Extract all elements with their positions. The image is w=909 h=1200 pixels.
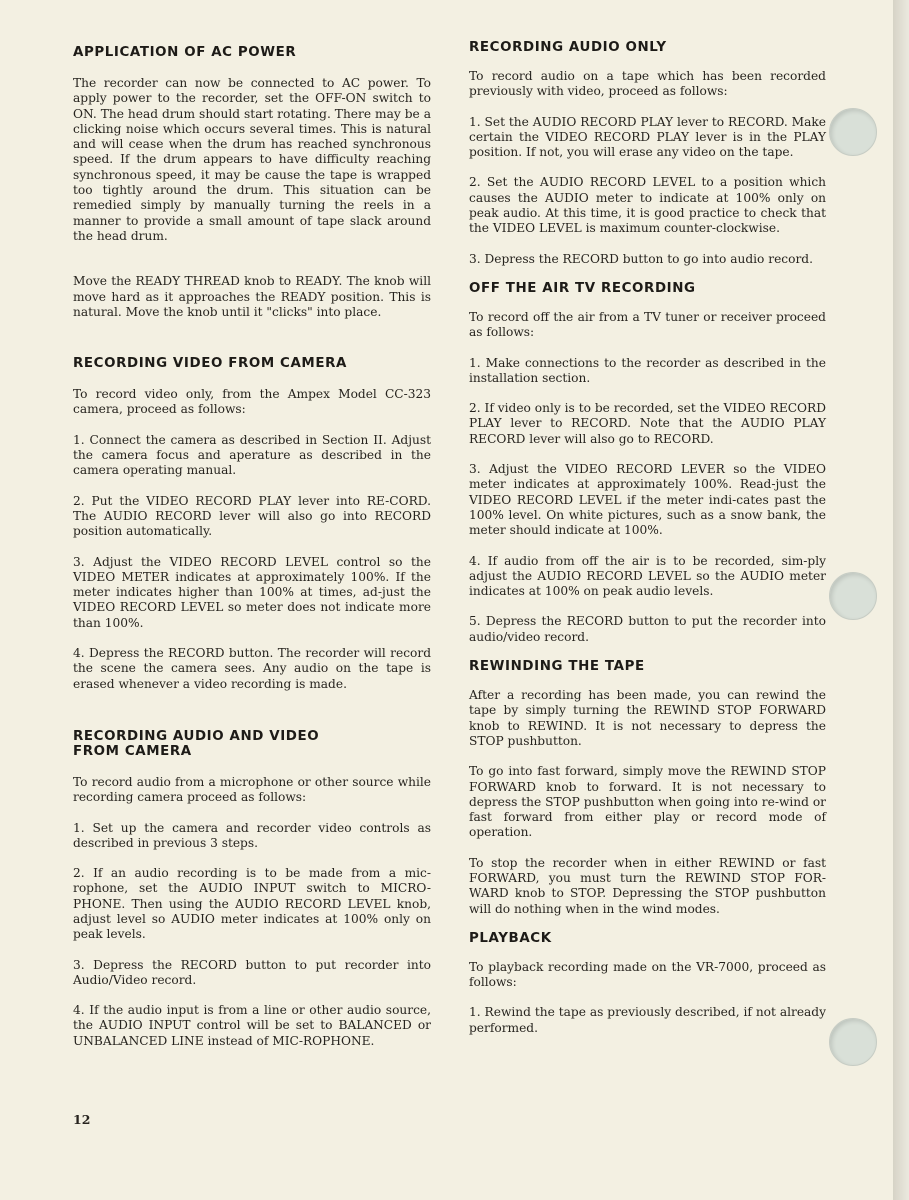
- paragraph: To go into fast forward, simply move the REWIND STOP FORWARD knob to forward. It is not necessary to depress the STOP pushbutton when going into re-wind or fast forward from either play or record mode of operation.: [469, 764, 826, 840]
- step: 1. Make connections to the recorder as described in the installation section.: [469, 355, 826, 385]
- step: 3. Depress the RECORD button to put recorder into Audio/Video record.: [73, 957, 431, 987]
- step: 1. Rewind the tape as previously described, if not already performed.: [469, 1005, 826, 1035]
- paragraph: To record audio from a microphone or other source while recording camera proceed as follows:: [73, 774, 431, 805]
- step: 2. If video only is to be recorded, set the VIDEO RECORD PLAY lever to RECORD. Note that the AUDIO PLAY RECORD lever will also go to RECORD.: [469, 401, 826, 446]
- heading-recording-video-from-camera: RECORDING VIDEO FROM CAMERA: [73, 356, 347, 372]
- step: 2. If an audio recording is to be made from a mic-rophone, set the AUDIO INPUT switch to MICRO-PHONE. Then using the AUDIO RECORD LEVEL knob, adjust level so AUDIO meter indicates at 100% only on peak levels.: [73, 866, 431, 942]
- paragraph: To stop the recorder when in either REWIND or fast FORWARD, you must turn the REWIND STOP FOR-WARD knob to STOP. Depressing the STOP pushbutton will do nothing when in the wind modes.: [469, 855, 826, 916]
- step: 4. If audio from off the air is to be recorded, sim-ply adjust the AUDIO RECORD LEVEL so the AUDIO meter indicates at 100% on peak audio levels.: [469, 553, 826, 599]
- heading-application-ac-power: APPLICATION OF AC POWER: [73, 45, 297, 60]
- left-column: [73, 40, 431, 1049]
- paragraph: To record off the air from a TV tuner or receiver proceed as follows:: [469, 309, 826, 340]
- step: 1. Set the AUDIO RECORD PLAY lever to RECORD. Make certain the VIDEO RECORD PLAY lever is in the PLAY position. If not, you will erase any video on the tape.: [469, 114, 826, 160]
- heading-line: FROM CAMERA: [73, 743, 192, 759]
- heading-line: RECORDING AUDIO AND VIDEO: [73, 728, 320, 744]
- paragraph: Move the READY THREAD knob to READY. The knob will move hard as it approaches the READY position. This is natural. Move the knob until it "clicks" into place.: [73, 274, 431, 319]
- step: 1. Connect the camera as described in Section II. Adjust the camera focus and aperature as described in the camera operating manual.: [73, 432, 431, 478]
- paragraph: To record video only, from the Ampex Model CC-323 camera, proceed as follows:: [73, 387, 431, 417]
- step: 5. Depress the RECORD button to put the recorder into audio/video record.: [469, 614, 826, 644]
- heading-recording-audio-only: RECORDING AUDIO ONLY: [469, 40, 667, 55]
- step: 2. Put the VIDEO RECORD PLAY lever into RE-CORD. The AUDIO RECORD lever will also go into RECORD position automatically.: [73, 493, 431, 539]
- paragraph: The recorder can now be connected to AC power. To apply power to the recorder, set the OFF-ON switch to ON. The head drum should start rotating. There may be a clicking noise which occurs several times. This is natural and will cease when the drum has reached synchronous speed. If the drum appears to have difficulty reaching synchronous speed, it may be cause the tape is wrapped too tightly around the drum. This situation can be remedied simply by manually turning the reels in a manner to provide a small amount of tape slack around the head drum.: [73, 76, 431, 243]
- page-number: 12: [73, 1112, 91, 1127]
- heading-recording-audio-and-video: [73, 729, 431, 759]
- heading-rewinding-the-tape: REWINDING THE TAPE: [469, 659, 645, 675]
- heading-off-the-air-tv-recording: OFF THE AIR TV RECORDING: [469, 280, 696, 296]
- step: 1. Set up the camera and recorder video controls as described in previous 3 steps.: [73, 820, 431, 850]
- step: 3. Adjust the VIDEO RECORD LEVEL control so the VIDEO METER indicates at approximately 100%. If the meter indicates higher than 100% at times, ad-just the VIDEO RECORD LEVEL so meter does not indicate more than 100%.: [73, 554, 431, 630]
- step: 2. Set the AUDIO RECORD LEVEL to a position which causes the AUDIO meter to indicate at 100% only on peak audio. At this time, it is good practice to check that the VIDEO LEVEL is maximum counter-clockwise.: [469, 175, 826, 236]
- binder-hole-middle: [829, 572, 877, 620]
- step: 4. If the audio input is from a line or other audio source, the AUDIO INPUT control will be set to BALANCED or UNBALANCED LINE instead of MIC-ROPHONE.: [73, 1003, 431, 1048]
- page-edge: [893, 0, 909, 1200]
- step: 3. Adjust the VIDEO RECORD LEVER so the VIDEO meter indicates at approximately 100%. Read-just the VIDEO RECORD LEVEL if the meter indi-cates past the 100% level. On white pictures, such as a snow bank, the meter should indicate at 100%.: [469, 462, 826, 538]
- paragraph: After a recording has been made, you can rewind the tape by simply turning the REWIND STOP FORWARD knob to REWIND. It is not necessary to depress the STOP pushbutton.: [469, 688, 826, 748]
- binder-hole-bottom: [829, 1018, 877, 1066]
- binder-hole-top: [829, 108, 877, 156]
- heading-playback: PLAYBACK: [469, 930, 552, 946]
- right-column: [469, 40, 826, 1036]
- step: 3. Depress the RECORD button to go into audio record.: [469, 251, 813, 266]
- paragraph: To record audio on a tape which has been recorded previously with video, proceed as follows:: [469, 69, 826, 99]
- step: 4. Depress the RECORD button. The recorder will record the scene the camera sees. Any audio on the tape is erased whenever a video recording is made.: [73, 646, 431, 691]
- paragraph: To playback recording made on the VR-7000, proceed as follows:: [469, 959, 826, 990]
